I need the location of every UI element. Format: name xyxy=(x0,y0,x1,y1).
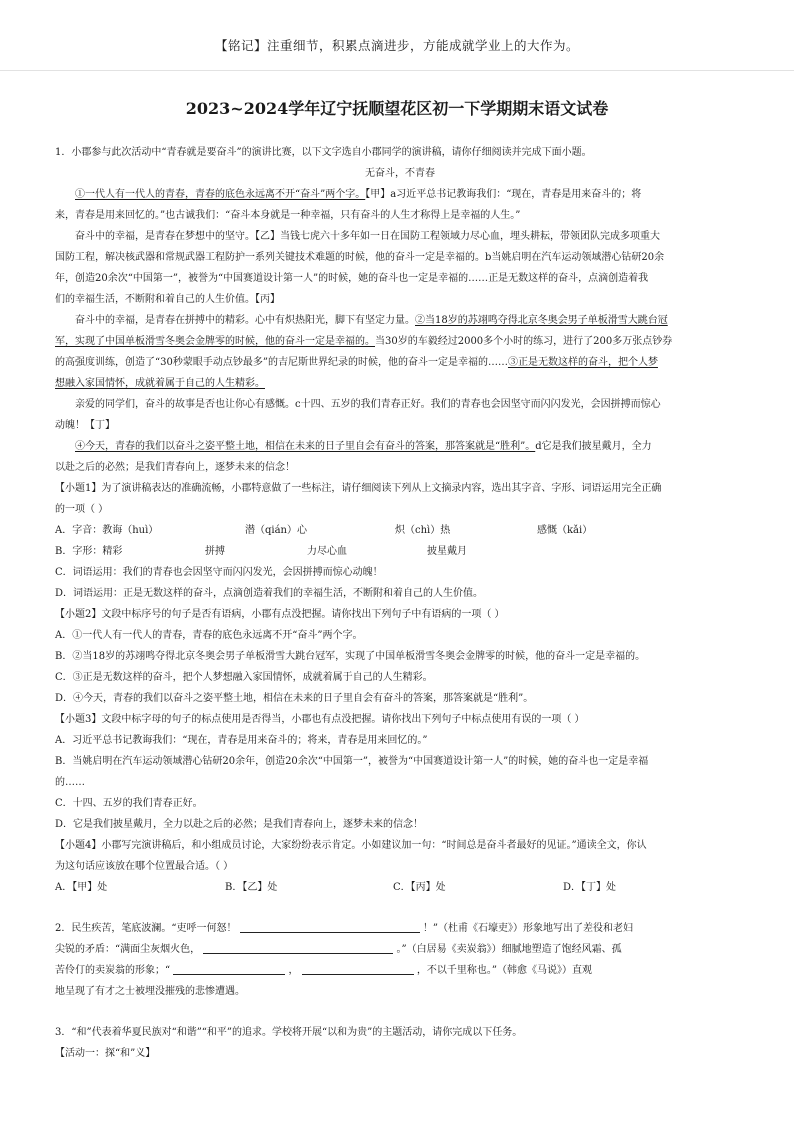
subq1-stem: 的一项（ ） xyxy=(55,504,109,515)
q2-text: 尖锐的矛盾：“满面尘灰烟火色， xyxy=(55,944,201,955)
subq1-option-b[interactable] xyxy=(55,541,745,562)
subq1-option-c[interactable]: C．词语运用：我们的青春也会因坚守而闪闪发光，会因拼搏而惊心动魄！ xyxy=(55,567,383,578)
speech-text: 来，青春是用来回忆的。”也古诚我们：“奋斗本身就是一种幸福，只有奋斗的人生才称得上是幸福的人生。” xyxy=(55,210,521,221)
answer-blank[interactable] xyxy=(203,941,393,954)
option-text: 拼搏 xyxy=(205,546,225,557)
q2-text: 2．民生疾苦，笔底波澜。“吏呼一何怒！ xyxy=(55,923,237,934)
option-text: A．字音：教诲（huì） xyxy=(55,525,159,536)
speech-text: 奋斗中的幸福，是青春在拼搏中的精彩。心中有炽热阳光，脚下有坚定力量。 xyxy=(75,315,415,326)
subq1-option-d[interactable]: D．词语运用：正是无数这样的奋斗，点滴创造着我们的幸福生活，不断附和着自己的人生价值。 xyxy=(55,588,484,599)
subq1-stem: 【小题1】为了演讲稿表达的准确流畅，小郡特意做了一些标注，请仔细阅读下列从上文摘录内容，选出其字音、字形、词语运用完全正确 xyxy=(55,483,662,494)
option-text: 披星戴月 xyxy=(427,546,467,557)
q2-line-4: 地呈现了有才之士被埋没摧残的悲惨遭遇。 xyxy=(55,986,245,997)
subq4-option-b[interactable]: B．【乙】处 xyxy=(225,882,278,893)
q2-line-1 xyxy=(55,918,745,939)
subq4-option-c[interactable]: C．【丙】处 xyxy=(393,882,446,893)
sentence-2-cont: 军，实现了中国单板滑雪冬奥会金牌零的时候，他的奋斗一定是幸福的。 xyxy=(55,336,375,347)
option-text: 力尽心血 xyxy=(307,546,347,557)
option-text: B．字形：精彩 xyxy=(55,546,123,557)
subq2-option-b[interactable]: B．②当18岁的苏翊鸣夺得北京冬奥会男子单板滑雪大跳台冠军，实现了中国单板滑雪冬奥会金牌零的时候，他的奋斗一定是幸福的。 xyxy=(55,651,646,662)
speech-text: 【甲】a习近平总书记教诲我们：“现在，青春是用来奋斗的；将 xyxy=(365,189,642,200)
subq4-options xyxy=(55,877,745,898)
answer-blank[interactable] xyxy=(173,962,285,975)
page-title: 2023~2024学年辽宁抚顺望花区初一下学期期末语文试卷 xyxy=(185,99,609,118)
speech-text: 的高强度训练，创造了“30秒蒙眼手动点钞最多”的吉尼斯世界纪录的时候，他的奋斗一定是幸福的…… xyxy=(55,357,508,368)
q3-intro: 3．“和”代表着华夏民族对“和谐”“和平”的追求。学校将开展“以和为贵”的主题活动，请你完成以下任务。 xyxy=(55,1027,523,1038)
subq4-stem: 【小题4】小郡写完演讲稿后，和小组成员讨论，大家纷纷表示肯定。小如建议加一句：“时间总是奋斗者最好的见证。”通读全文，你认 xyxy=(55,840,647,851)
subq2-stem: 【小题2】文段中标序号的句子是否有语病，小郡有点没把握。请你找出下列句子中有语病的一项（ ） xyxy=(55,609,505,620)
subq3-stem: 【小题3】文段中标字母的句子的标点使用是否得当，小郡也有点没把握。请你找出下列句子中标点使用有误的一项（ ） xyxy=(55,714,585,725)
option-text: 潜（qián）心 xyxy=(245,525,308,536)
option-text: 感慨（kǎi） xyxy=(537,525,593,536)
sentence-1: ①一代人有一代人的青春，青春的底色永远离不开“奋斗”两个字。 xyxy=(75,189,366,200)
q1-intro: 1．小郡参与此次活动中“青春就是要奋斗”的演讲比赛，以下文字选自小郡同学的演讲稿，请你仔细阅读并完成下面小题。 xyxy=(55,147,592,158)
q2-line-2 xyxy=(55,939,745,960)
header-divider xyxy=(0,70,794,71)
subq4-stem: 为这句话应该放在哪个位置最合适。（ ） xyxy=(55,861,234,872)
subq2-option-a[interactable]: A．①一代人有一代人的青春，青春的底色永远离不开“奋斗”两个字。 xyxy=(55,630,363,641)
subq3-option-b[interactable]: B．当姚启明在汽车运动领域潜心钻研20余年，创造20余次“中国第一”，被誉为“中国赛道设计第一人”的时候，她的奋斗也一定是幸福 xyxy=(55,756,649,767)
speech-text: 年，创造20余次“中国第一”，被誉为“中国赛道设计第一人”的时候，她的奋斗也一定是幸福的……正是无数这样的奋斗，点滴创造着我 xyxy=(55,273,649,284)
q2-text: ，不以千里称也。”（韩愈《马说》）直观 xyxy=(416,965,592,976)
subq2-option-c[interactable]: C．③正是无数这样的奋斗，把个人梦想融入家国情怀，成就着属于自己的人生精彩。 xyxy=(55,672,433,683)
q2-line-3 xyxy=(55,960,745,981)
speech-text: 当30岁的车毅经过2000多个小时的练习，进行了200多万张点钞券 xyxy=(375,336,673,347)
sentence-2: ②当18岁的苏翊鸣夺得北京冬奥会男子单板滑雪大跳台冠 xyxy=(415,315,668,326)
sentence-4: ④今天，青春的我们以奋斗之姿平整土地，相信在未来的日子里自会有奋斗的答案，那答案就是“胜利”。 xyxy=(75,441,536,452)
speech-text: d它是我们披星戴月，全力 xyxy=(535,441,652,452)
subq3-option-c[interactable]: C．十四、五岁的我们青春正好。 xyxy=(55,798,203,809)
speech-text-line xyxy=(55,331,745,352)
speech-text: 以赴之后的必然；是我们青春向上，逐梦未来的信念！ xyxy=(55,462,295,473)
speech-text: 们的幸福生活，不断附和着自己的人生价值。【丙】 xyxy=(55,294,280,305)
speech-paragraph-5 xyxy=(55,436,745,457)
subq3-option-d[interactable]: D．它是我们披星戴月，全力以赴之后的必然；是我们青春向上，逐梦未来的信念！ xyxy=(55,819,424,830)
speech-paragraph-3 xyxy=(55,310,745,331)
option-text: 炽（chì）热 xyxy=(395,525,451,536)
speech-paragraph-2: 奋斗中的幸福，是青春在梦想中的坚守。【乙】当钱七虎六十多年如一日在国防工程领域力尽心血，埋头耕耘，带领团队完成多项重大 xyxy=(75,231,660,242)
q2-text: 苦伶仃的卖炭翁的形象；“ xyxy=(55,965,171,976)
subq3-option-b-cont: 的…… xyxy=(55,777,85,788)
answer-blank[interactable] xyxy=(302,962,414,975)
sentence-3-cont: 想融入家国情怀，成就着属于自己的人生精彩。 xyxy=(55,378,265,389)
speech-text: 动魄！【丁】 xyxy=(55,420,115,431)
sentence-3: ③正是无数这样的奋斗，把个人梦 xyxy=(507,357,658,368)
speech-text-line xyxy=(55,352,745,373)
subq1-option-a[interactable] xyxy=(55,520,745,541)
q2-text: ， xyxy=(288,965,299,976)
subq3-option-a[interactable]: A．习近平总书记教诲我们：“现在，青春是用来奋斗的；将来，青春是用来回忆的。” xyxy=(55,735,428,746)
speech-paragraph-4: 亲爱的同学们，奋斗的故事是否也让你心有感慨。c十四、五岁的我们青春正好。我们的青春也会因坚守而闪闪发光，会因拼搏而惊心 xyxy=(75,399,661,410)
speech-text: 国防工程，解决核武器和常规武器工程防护一系列关键技术难题的时候，他的奋斗一定是幸福的。b当姚启明在汽车运动领域潜心钻研20余 xyxy=(55,252,665,263)
speech-title: 无奋斗，不青春 xyxy=(365,168,435,179)
subq4-option-d[interactable]: D．【丁】处 xyxy=(563,882,617,893)
speech-paragraph-1 xyxy=(55,184,745,205)
exam-body xyxy=(55,142,745,1064)
answer-blank[interactable] xyxy=(240,920,420,933)
subq2-option-d[interactable]: D．④今天，青春的我们以奋斗之姿平整土地，相信在未来的日子里自会有奋斗的答案，那答案就是“胜利”。 xyxy=(55,693,534,704)
q2-text: 。”（白居易《卖炭翁》）细腻地塑造了饱经风霜、孤 xyxy=(396,944,622,955)
q3-activity-1: 【活动一：探“和”义】 xyxy=(55,1048,156,1059)
q2-text: ！”（杜甫《石壕吏》）形象地写出了差役和老妇 xyxy=(422,923,633,934)
page-motto: 【铭记】注重细节，积累点滴进步，方能成就学业上的大作为。 xyxy=(214,38,579,53)
subq4-option-a[interactable]: A．【甲】处 xyxy=(55,882,108,893)
